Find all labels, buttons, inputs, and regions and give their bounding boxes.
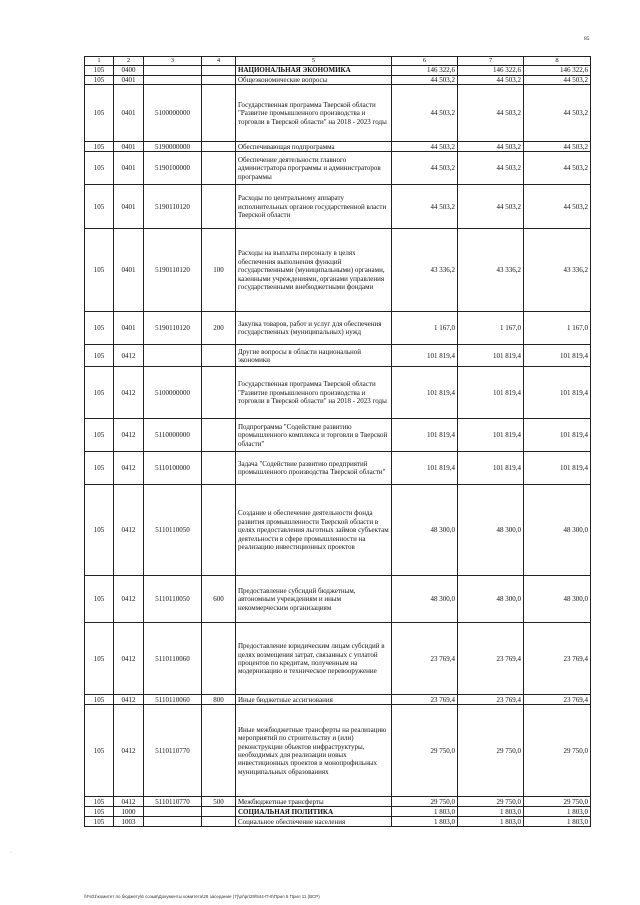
table-row xyxy=(85,807,591,817)
cell-expense-type: 500 xyxy=(202,797,236,807)
cell-section-code: 0401 xyxy=(114,85,144,142)
cell-target-code xyxy=(144,76,202,85)
cell-amount-col6: 48 300,0 xyxy=(392,485,458,576)
cell-section-code: 0412 xyxy=(114,485,144,576)
cell-section-code: 0401 xyxy=(114,76,144,85)
cell-admin-code: 105 xyxy=(85,152,114,185)
table-row xyxy=(85,576,591,623)
cell-target-code: 5110110060 xyxy=(144,623,202,695)
table-row xyxy=(85,367,591,419)
cell-amount-col7: 1 803,0 xyxy=(458,817,524,827)
table-header-row xyxy=(85,57,591,66)
cell-target-code: 5190110120 xyxy=(144,185,202,229)
cell-amount-col8: 44 503,2 xyxy=(524,152,591,185)
cell-target-code: 5190110120 xyxy=(144,312,202,345)
cell-amount-col7: 146 322,6 xyxy=(458,66,524,76)
cell-amount-col8: 146 322,6 xyxy=(524,66,591,76)
cell-amount-col6: 44 503,2 xyxy=(392,85,458,142)
cell-amount-col7: 29 750,0 xyxy=(458,705,524,797)
cell-expense-type xyxy=(202,419,236,452)
cell-amount-col8: 1 803,0 xyxy=(524,807,591,817)
cell-amount-col8: 101 819,4 xyxy=(524,345,591,367)
cell-amount-col8: 1 803,0 xyxy=(524,817,591,827)
cell-description: Расходы по центральному аппарату исполнительных органов государственной власти Тверской области xyxy=(236,185,392,229)
cell-description: Задача "Содействие развитию предприятий промышленного производства Тверской области" xyxy=(236,452,392,485)
cell-description: Расходы на выплаты персоналу в целях обеспечения выполнения функций государственными (муниципальными) органами, казенными учреждениями, органами управления государственными внебюджетными фондами xyxy=(236,229,392,312)
table-row xyxy=(85,76,591,85)
cell-section-code: 0412 xyxy=(114,576,144,623)
cell-amount-col7: 44 503,2 xyxy=(458,142,524,152)
cell-admin-code: 105 xyxy=(85,485,114,576)
cell-description: Обеспечивающая подпрограмма xyxy=(236,142,392,152)
cell-amount-col7: 48 300,0 xyxy=(458,576,524,623)
cell-amount-col6: 23 769,4 xyxy=(392,695,458,705)
cell-amount-col7: 44 503,2 xyxy=(458,152,524,185)
cell-expense-type xyxy=(202,367,236,419)
cell-section-code: 0401 xyxy=(114,229,144,312)
cell-section-code: 0401 xyxy=(114,185,144,229)
cell-amount-col6: 1 167,0 xyxy=(392,312,458,345)
cell-admin-code: 105 xyxy=(85,142,114,152)
cell-section-code: 0412 xyxy=(114,695,144,705)
cell-admin-code: 105 xyxy=(85,623,114,695)
cell-amount-col8: 23 769,4 xyxy=(524,623,591,695)
cell-amount-col8: 101 819,4 xyxy=(524,419,591,452)
cell-section-code: 0412 xyxy=(114,345,144,367)
cell-amount-col6: 44 503,2 xyxy=(392,185,458,229)
cell-target-code: 5190100000 xyxy=(144,152,202,185)
cell-expense-type xyxy=(202,817,236,827)
cell-section-code: 1000 xyxy=(114,807,144,817)
table-row xyxy=(85,185,591,229)
cell-target-code: 5110110060 xyxy=(144,695,202,705)
cell-expense-type xyxy=(202,485,236,576)
cell-expense-type xyxy=(202,705,236,797)
cell-amount-col6: 101 819,4 xyxy=(392,367,458,419)
cell-amount-col7: 23 769,4 xyxy=(458,623,524,695)
cell-amount-col6: 1 803,0 xyxy=(392,807,458,817)
header-cell: 2 xyxy=(114,57,144,66)
cell-amount-col7: 44 503,2 xyxy=(458,85,524,142)
table-row xyxy=(85,85,591,142)
cell-admin-code: 105 xyxy=(85,797,114,807)
cell-description: Иные межбюджетные трансферты на реализацию мероприятий по строительству и (или) реконструкции объектов инфраструктуры, необходимых для реализации новых инвестиционных проектов в монопрофильных муниципальных образованиях xyxy=(236,705,392,797)
table-row xyxy=(85,705,591,797)
cell-admin-code: 105 xyxy=(85,807,114,817)
cell-description: Создание и обеспечение деятельности фонда развития промышленности Тверской области в целях предоставления льготных займов субъектам деятельности в сфере промышленности на реализацию инвестиционных проектов xyxy=(236,485,392,576)
cell-description: Государственная программа Тверской области "Развитие промышленного производства и торговли в Тверской области" на 2018 - 2023 годы xyxy=(236,85,392,142)
cell-amount-col7: 101 819,4 xyxy=(458,452,524,485)
cell-target-code: 5190000000 xyxy=(144,142,202,152)
cell-expense-type xyxy=(202,66,236,76)
cell-amount-col7: 44 503,2 xyxy=(458,185,524,229)
table-row xyxy=(85,142,591,152)
table-row xyxy=(85,152,591,185)
cell-amount-col6: 23 769,4 xyxy=(392,623,458,695)
cell-target-code: 5190110120 xyxy=(144,229,202,312)
cell-amount-col8: 44 503,2 xyxy=(524,142,591,152)
cell-expense-type xyxy=(202,807,236,817)
cell-section-code: 0401 xyxy=(114,312,144,345)
cell-admin-code: 105 xyxy=(85,85,114,142)
cell-expense-type xyxy=(202,452,236,485)
cell-section-code: 0412 xyxy=(114,797,144,807)
cell-amount-col7: 1 167,0 xyxy=(458,312,524,345)
cell-amount-col7: 101 819,4 xyxy=(458,367,524,419)
table-row xyxy=(85,229,591,312)
cell-amount-col6: 1 803,0 xyxy=(392,817,458,827)
cell-admin-code: 105 xyxy=(85,705,114,797)
table-row xyxy=(85,485,591,576)
cell-admin-code: 105 xyxy=(85,185,114,229)
cell-amount-col8: 23 769,4 xyxy=(524,695,591,705)
cell-section-code: 0412 xyxy=(114,419,144,452)
margin-mark: · xyxy=(10,850,12,856)
cell-amount-col8: 48 300,0 xyxy=(524,576,591,623)
cell-target-code: 5100000000 xyxy=(144,367,202,419)
cell-description: Общеэкономические вопросы xyxy=(236,76,392,85)
cell-target-code: 5110000000 xyxy=(144,419,202,452)
cell-amount-col6: 101 819,4 xyxy=(392,452,458,485)
header-cell: 7 xyxy=(458,57,524,66)
cell-amount-col8: 44 503,2 xyxy=(524,85,591,142)
cell-expense-type xyxy=(202,152,236,185)
table-row xyxy=(85,695,591,705)
cell-amount-col7: 48 300,0 xyxy=(458,485,524,576)
header-cell: 4 xyxy=(202,57,236,66)
cell-admin-code: 105 xyxy=(85,419,114,452)
cell-amount-col6: 43 336,2 xyxy=(392,229,458,312)
cell-target-code: 5110100000 xyxy=(144,452,202,485)
cell-amount-col7: 101 819,4 xyxy=(458,345,524,367)
cell-amount-col8: 48 300,0 xyxy=(524,485,591,576)
cell-amount-col8: 29 750,0 xyxy=(524,705,591,797)
table-row xyxy=(85,797,591,807)
cell-section-code: 0412 xyxy=(114,367,144,419)
cell-amount-col6: 29 750,0 xyxy=(392,705,458,797)
cell-amount-col6: 146 322,6 xyxy=(392,66,458,76)
cell-amount-col8: 29 750,0 xyxy=(524,797,591,807)
cell-admin-code: 105 xyxy=(85,367,114,419)
cell-amount-col7: 44 503,2 xyxy=(458,76,524,85)
cell-amount-col8: 44 503,2 xyxy=(524,76,591,85)
cell-section-code: 0401 xyxy=(114,152,144,185)
cell-admin-code: 105 xyxy=(85,576,114,623)
cell-description: Обеспечение деятельности главного администратора программы и администраторов программы xyxy=(236,152,392,185)
cell-admin-code: 105 xyxy=(85,76,114,85)
cell-admin-code: 105 xyxy=(85,817,114,827)
cell-amount-col6: 101 819,4 xyxy=(392,419,458,452)
cell-target-code xyxy=(144,807,202,817)
cell-admin-code: 105 xyxy=(85,452,114,485)
cell-section-code: 0412 xyxy=(114,705,144,797)
table-row xyxy=(85,452,591,485)
cell-admin-code: 105 xyxy=(85,312,114,345)
cell-amount-col6: 44 503,2 xyxy=(392,152,458,185)
cell-target-code: 5100000000 xyxy=(144,85,202,142)
cell-amount-col6: 48 300,0 xyxy=(392,576,458,623)
cell-description: Предоставление юридическим лицам субсидий в целях возмещения затрат, связанных с уплатой процентов по кредитам, полученным на модернизацию и техническое перевооружение xyxy=(236,623,392,695)
cell-amount-col8: 1 167,0 xyxy=(524,312,591,345)
header-cell: 6 xyxy=(392,57,458,66)
cell-description: СОЦИАЛЬНАЯ ПОЛИТИКА xyxy=(236,807,392,817)
cell-expense-type: 200 xyxy=(202,312,236,345)
cell-admin-code: 105 xyxy=(85,345,114,367)
cell-amount-col6: 29 750,0 xyxy=(392,797,458,807)
cell-description: Предоставление субсидий бюджетным, автономным учреждениям и иным некоммерческим организациям xyxy=(236,576,392,623)
table-row xyxy=(85,623,591,695)
cell-description: Закупка товаров, работ и услуг для обеспечения государственных (муниципальных) нужд xyxy=(236,312,392,345)
cell-amount-col8: 101 819,4 xyxy=(524,367,591,419)
cell-section-code: 1003 xyxy=(114,817,144,827)
cell-amount-col8: 43 336,2 xyxy=(524,229,591,312)
cell-description: Иные бюджетные ассигнования xyxy=(236,695,392,705)
cell-expense-type xyxy=(202,85,236,142)
cell-section-code: 0412 xyxy=(114,623,144,695)
table-row xyxy=(85,419,591,452)
cell-amount-col7: 29 750,0 xyxy=(458,797,524,807)
page-number: 85 xyxy=(584,36,590,42)
header-cell: 1 xyxy=(85,57,114,66)
table-row xyxy=(85,66,591,76)
cell-admin-code: 105 xyxy=(85,229,114,312)
cell-description: Подпрограмма "Содействие развитию промышленного комплекса и торговли в Тверской области" xyxy=(236,419,392,452)
table-row xyxy=(85,345,591,367)
cell-target-code xyxy=(144,66,202,76)
cell-section-code: 0412 xyxy=(114,452,144,485)
cell-expense-type: 100 xyxy=(202,229,236,312)
cell-expense-type xyxy=(202,185,236,229)
cell-amount-col7: 101 819,4 xyxy=(458,419,524,452)
cell-description: НАЦИОНАЛЬНАЯ ЭКОНОМИКА xyxy=(236,66,392,76)
cell-expense-type xyxy=(202,623,236,695)
budget-table xyxy=(84,56,591,827)
cell-description: Государственная программа Тверской области "Развитие промышленного производства и торговли в Тверской области" на 2018 - 2023 годы xyxy=(236,367,392,419)
cell-amount-col8: 44 503,2 xyxy=(524,185,591,229)
header-cell: 3 xyxy=(144,57,202,66)
cell-target-code: 5110110050 xyxy=(144,576,202,623)
table-row xyxy=(85,312,591,345)
cell-section-code: 0401 xyxy=(114,142,144,152)
cell-amount-col6: 44 503,2 xyxy=(392,76,458,85)
header-cell: 5 xyxy=(236,57,392,66)
cell-description: Межбюджетные трансферты xyxy=(236,797,392,807)
cell-amount-col7: 1 803,0 xyxy=(458,807,524,817)
cell-description: Социальное обеспечение населения xyxy=(236,817,392,827)
cell-expense-type xyxy=(202,142,236,152)
header-cell: 8 xyxy=(524,57,591,66)
cell-amount-col7: 23 769,4 xyxy=(458,695,524,705)
cell-amount-col6: 101 819,4 xyxy=(392,345,458,367)
cell-amount-col6: 44 503,2 xyxy=(392,142,458,152)
cell-target-code: 5110110770 xyxy=(144,797,202,807)
cell-target-code: 5110110770 xyxy=(144,705,202,797)
cell-description: Другие вопросы в области национальной экономики xyxy=(236,345,392,367)
cell-target-code xyxy=(144,817,202,827)
cell-expense-type: 600 xyxy=(202,576,236,623)
table-row xyxy=(85,817,591,827)
cell-target-code xyxy=(144,345,202,367)
cell-admin-code: 105 xyxy=(85,695,114,705)
footer-file-path: \\Fs01\комитет по бюджету\6 созыв\Документы комитета\28 заседание (7)\pr\pr\28\544-П-6\Прил 5 Прил 11 (ВСР) xyxy=(84,894,320,899)
cell-amount-col7: 43 336,2 xyxy=(458,229,524,312)
cell-section-code: 0400 xyxy=(114,66,144,76)
cell-expense-type: 800 xyxy=(202,695,236,705)
cell-admin-code: 105 xyxy=(85,66,114,76)
cell-expense-type xyxy=(202,76,236,85)
cell-expense-type xyxy=(202,345,236,367)
cell-amount-col8: 101 819,4 xyxy=(524,452,591,485)
cell-target-code: 5110110050 xyxy=(144,485,202,576)
